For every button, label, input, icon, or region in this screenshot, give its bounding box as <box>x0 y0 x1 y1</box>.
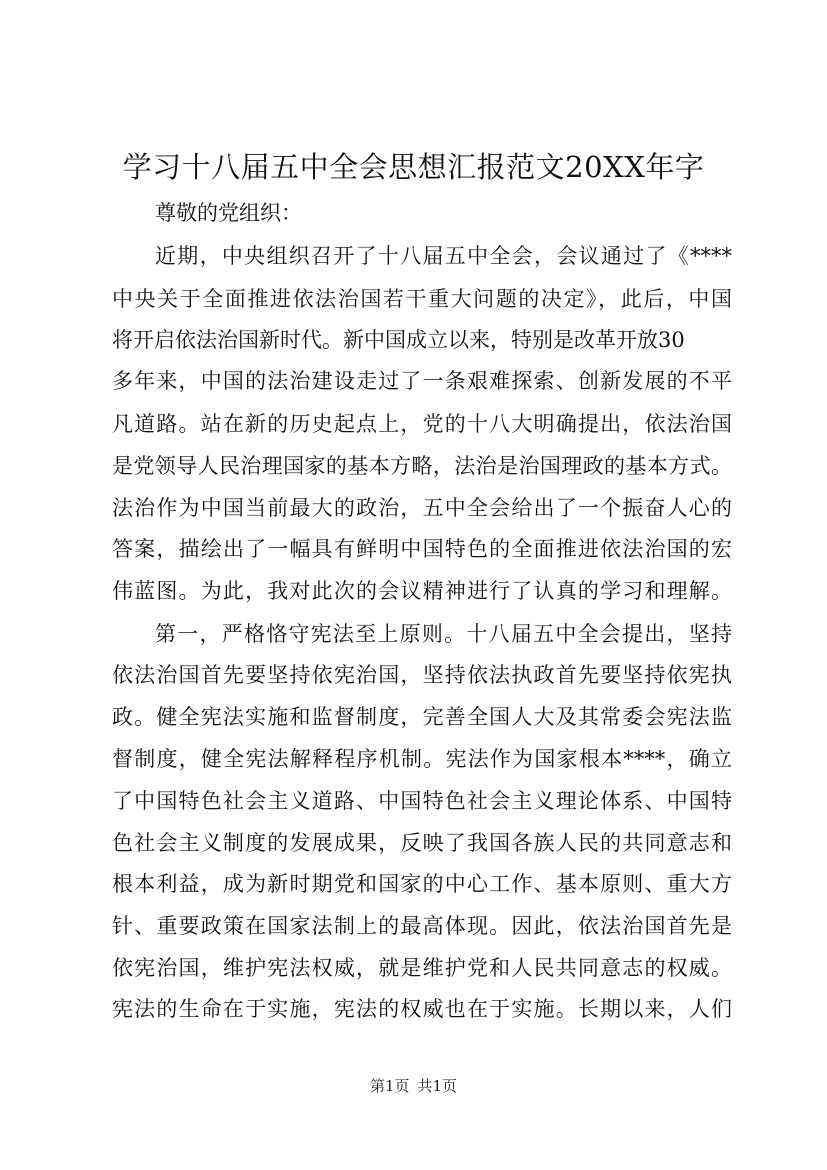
paragraph-2-line-4: 督制度，健全宪法解释程序机制。宪法作为国家根本****，确立 <box>112 747 732 771</box>
paragraph-1-line-1: 近期，中央组织召开了十八届五中全会，会议通过了《**** <box>155 244 732 268</box>
paragraph-1-line-7: 法治作为中国当前最大的政治，五中全会给出了一个振奋人心的 <box>112 496 732 520</box>
paragraph-2-line-2: 依法治国首先要坚持依宪治国，坚持依法执政首先要坚持依宪执 <box>112 663 732 687</box>
page-footer <box>0 1075 827 1097</box>
page-number: 第1页 <box>369 1077 410 1095</box>
paragraph-2-line-7: 根本利益，成为新时期党和国家的中心工作、基本原则、重大方 <box>112 872 732 896</box>
paragraph-1-line-4: 多年来，中国的法治建设走过了一条艰难探索、创新发展的不平 <box>112 369 732 393</box>
paragraph-1-line-2: 中央关于全面推进依法治国若干重大问题的决定》，此后，中国 <box>112 287 732 311</box>
paragraph-2-line-10: 宪法的生命在于实施，宪法的权威也在于实施。长期以来，人们 <box>112 997 732 1021</box>
paragraph-2-line-5: 了中国特色社会主义道路、中国特色社会主义理论体系、中国特 <box>112 789 732 813</box>
salutation: 尊敬的党组织： <box>155 201 302 225</box>
paragraph-1-line-3: 将开启依法治国新时代。新中国成立以来，特别是改革开放30 <box>112 328 685 352</box>
page-total: 共1页 <box>417 1077 458 1095</box>
paragraph-2-line-3: 政。健全宪法实施和监督制度，完善全国人大及其常委会宪法监 <box>112 705 732 729</box>
paragraph-1-line-5: 凡道路。站在新的历史起点上，党的十八大明确提出，依法治国 <box>112 412 732 436</box>
paragraph-2-line-1: 第一，严格恪守宪法至上原则。十八届五中全会提出，坚持 <box>155 622 732 646</box>
paragraph-2-line-6: 色社会主义制度的发展成果，反映了我国各族人民的共同意志和 <box>112 831 732 855</box>
paragraph-2-line-8: 针、重要政策在国家法制上的最高体现。因此，依法治国首先是 <box>112 914 732 938</box>
paragraph-1-line-9: 伟蓝图。为此，我对此次的会议精神进行了认真的学习和理解。 <box>112 579 732 603</box>
paragraph-1-line-6: 是党领导人民治理国家的基本方略，法治是治国理政的基本方式。 <box>112 454 732 478</box>
document-title: 学习十八届五中全会思想汇报范文20XX年字 <box>122 150 705 184</box>
paragraph-1-line-8: 答案，描绘出了一幅具有鲜明中国特色的全面推进依法治国的宏 <box>112 537 732 561</box>
paragraph-2-line-9: 依宪治国，维护宪法权威，就是维护党和人民共同意志的权威。 <box>112 956 732 980</box>
